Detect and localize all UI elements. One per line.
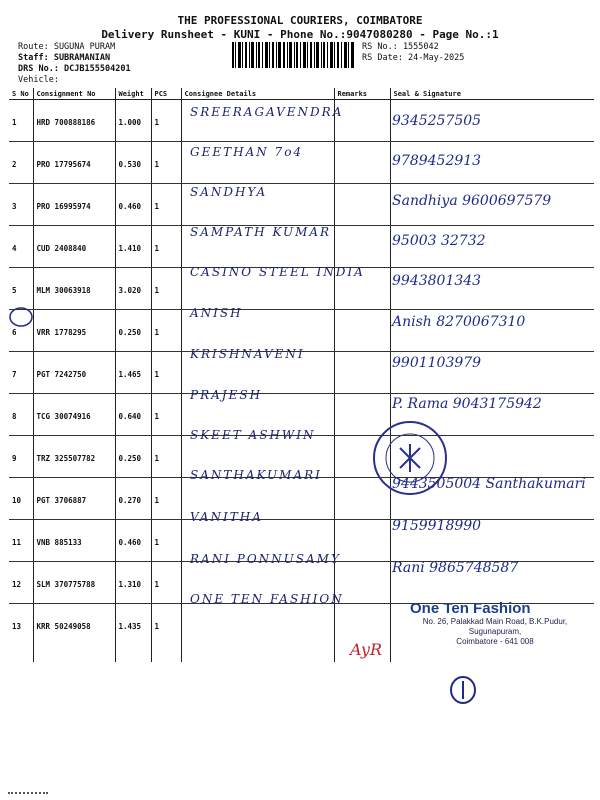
cell-sno: 2 xyxy=(9,142,33,184)
handwritten-consignee: SANTHAKUMARI xyxy=(190,468,322,482)
cell-sno: 5 xyxy=(9,268,33,310)
cell-remarks xyxy=(334,226,390,268)
handwritten-signature: P. Rama 9043175942 xyxy=(392,396,542,412)
col-remarks: Remarks xyxy=(334,88,390,100)
cell-remarks xyxy=(334,310,390,352)
cell-consignment: VRR 1778295 xyxy=(33,310,115,352)
col-signature: Seal & Signature xyxy=(390,88,594,100)
col-weight: Weight xyxy=(115,88,151,100)
cell-pcs: 1 xyxy=(151,142,181,184)
handwritten-signature: 9443505004 Santhakumari xyxy=(392,476,586,492)
round-seal xyxy=(370,418,450,498)
company-stamp xyxy=(410,600,580,647)
cell-sno: 1 xyxy=(9,100,33,142)
cell-consignment: KRR 50249058 xyxy=(33,604,115,663)
handwritten-signature: Rani 9865748587 xyxy=(392,560,519,576)
col-consignment: Consignment No xyxy=(33,88,115,100)
rs-no: RS No.: 1555042 xyxy=(362,42,439,52)
runsheet-subtitle: Delivery Runsheet - KUNI - Phone No.:9047080280 - Page No.:1 xyxy=(101,28,499,41)
cell-weight: 0.460 xyxy=(115,184,151,226)
cell-pcs: 1 xyxy=(151,352,181,394)
handwritten-consignee: SANDHYA xyxy=(190,185,268,199)
cell-consignment: VNB 885133 xyxy=(33,520,115,562)
cell-sno: 10 xyxy=(9,478,33,520)
drs-no: DRS No.: DCJB155504201 xyxy=(18,64,131,74)
handwritten-signature: 9943801343 xyxy=(392,273,482,289)
table-header-row xyxy=(9,88,594,100)
route: Route: SUGUNA PURAM xyxy=(18,42,116,52)
cell-pcs: 1 xyxy=(151,268,181,310)
cell-pcs: 1 xyxy=(151,604,181,663)
cell-weight: 0.250 xyxy=(115,436,151,478)
cell-weight: 3.020 xyxy=(115,268,151,310)
handwritten-consignee: KRISHNAVENI xyxy=(190,347,305,361)
meta-left xyxy=(18,42,131,86)
cell-weight: 1.310 xyxy=(115,562,151,604)
cell-pcs: 1 xyxy=(151,562,181,604)
cell-weight: 1.435 xyxy=(115,604,151,663)
red-signature: AyR xyxy=(350,640,382,659)
cell-sno: 13 xyxy=(9,604,33,663)
cell-pcs: 1 xyxy=(151,394,181,436)
handwritten-consignee: SAMPATH KUMAR xyxy=(190,225,332,239)
handwritten-signature: 9789452913 xyxy=(392,153,482,169)
rs-date: RS Date: 24-May-2025 xyxy=(362,53,465,63)
col-pcs: PCS xyxy=(151,88,181,100)
cell-remarks xyxy=(334,520,390,562)
cell-sno: 7 xyxy=(9,352,33,394)
cell-weight: 1.410 xyxy=(115,226,151,268)
cell-sno: 8 xyxy=(9,394,33,436)
col-sno: S No xyxy=(9,88,33,100)
cell-consignment: PGT 3706887 xyxy=(33,478,115,520)
handwritten-signature: 95003 32732 xyxy=(392,233,486,249)
cell-consignment: HRD 700888186 xyxy=(33,100,115,142)
staff: Staff: SUBRAMANIAN xyxy=(18,53,111,63)
barcode xyxy=(232,42,354,68)
handwritten-consignee: ANISH xyxy=(190,306,243,320)
col-consignee: Consignee Details xyxy=(181,88,334,100)
cell-sno: 3 xyxy=(9,184,33,226)
meta-right xyxy=(362,42,464,64)
handwritten-signature: 9159918990 xyxy=(392,518,482,534)
cell-sno: 12 xyxy=(9,562,33,604)
cell-weight: 0.460 xyxy=(115,520,151,562)
cell-pcs: 1 xyxy=(151,226,181,268)
cell-weight: 0.640 xyxy=(115,394,151,436)
handwritten-consignee: VANITHA xyxy=(190,510,263,524)
cell-weight: 0.270 xyxy=(115,478,151,520)
handwritten-signature: 9901103979 xyxy=(392,355,482,371)
cell-sno: 6 xyxy=(9,310,33,352)
handwritten-signature: 9345257505 xyxy=(392,113,482,129)
handwritten-consignee: RANI PONNUSAMY xyxy=(190,552,341,566)
cell-remarks xyxy=(334,352,390,394)
cell-consignment: TRZ 325507782 xyxy=(33,436,115,478)
cell-pcs: 1 xyxy=(151,100,181,142)
handwritten-consignee: GEETHAN 7o4 xyxy=(190,145,304,159)
cell-consignment: PRO 17795674 xyxy=(33,142,115,184)
cell-consignment: TCG 30074916 xyxy=(33,394,115,436)
handwritten-consignee: SKEET ASHWIN xyxy=(190,428,316,442)
cell-pcs: 1 xyxy=(151,184,181,226)
cell-consignment: CUD 2408840 xyxy=(33,226,115,268)
handwritten-consignee: ONE TEN FASHION xyxy=(190,592,344,606)
handwritten-signature: Sandhiya 9600697579 xyxy=(392,193,552,209)
cell-pcs: 1 xyxy=(151,520,181,562)
handwritten-signature: Anish 8270067310 xyxy=(392,314,526,330)
cell-remarks xyxy=(334,142,390,184)
cell-sno: 9 xyxy=(9,436,33,478)
cell-consignment: PRO 16995974 xyxy=(33,184,115,226)
cell-pcs: 1 xyxy=(151,478,181,520)
stamp-brand: One Ten Fashion xyxy=(410,600,531,617)
cell-pcs: 1 xyxy=(151,436,181,478)
circled-row-6 xyxy=(8,306,34,328)
bottom-mark xyxy=(8,792,48,800)
stamp-addr-2: Sugunapuram, xyxy=(468,627,522,636)
cell-consignment: SLM 370775788 xyxy=(33,562,115,604)
cell-consignment: PGT 7242750 xyxy=(33,352,115,394)
cell-consignment: MLM 30063918 xyxy=(33,268,115,310)
cell-weight: 1.000 xyxy=(115,100,151,142)
handwritten-consignee: PRAJESH xyxy=(190,388,263,402)
stamp-addr-3: Coimbatore - 641 008 xyxy=(456,637,534,646)
cell-remarks xyxy=(334,184,390,226)
cell-consignee xyxy=(181,604,334,663)
vehicle: Vehicle: xyxy=(18,75,59,85)
cell-weight: 1.465 xyxy=(115,352,151,394)
cell-weight: 0.530 xyxy=(115,142,151,184)
stamp-addr-1: No. 26, Palakkad Main Road, B.K.Pudur, xyxy=(422,617,568,626)
circled-one-mark xyxy=(448,675,478,705)
handwritten-consignee: CASINO STEEL INDIA xyxy=(190,265,365,279)
cell-sno: 4 xyxy=(9,226,33,268)
cell-weight: 0.250 xyxy=(115,310,151,352)
cell-sno: 11 xyxy=(9,520,33,562)
cell-pcs: 1 xyxy=(151,310,181,352)
handwritten-consignee: SREERAGAVENDRA xyxy=(190,105,344,119)
company-title: THE PROFESSIONAL COURIERS, COIMBATORE xyxy=(177,14,423,27)
